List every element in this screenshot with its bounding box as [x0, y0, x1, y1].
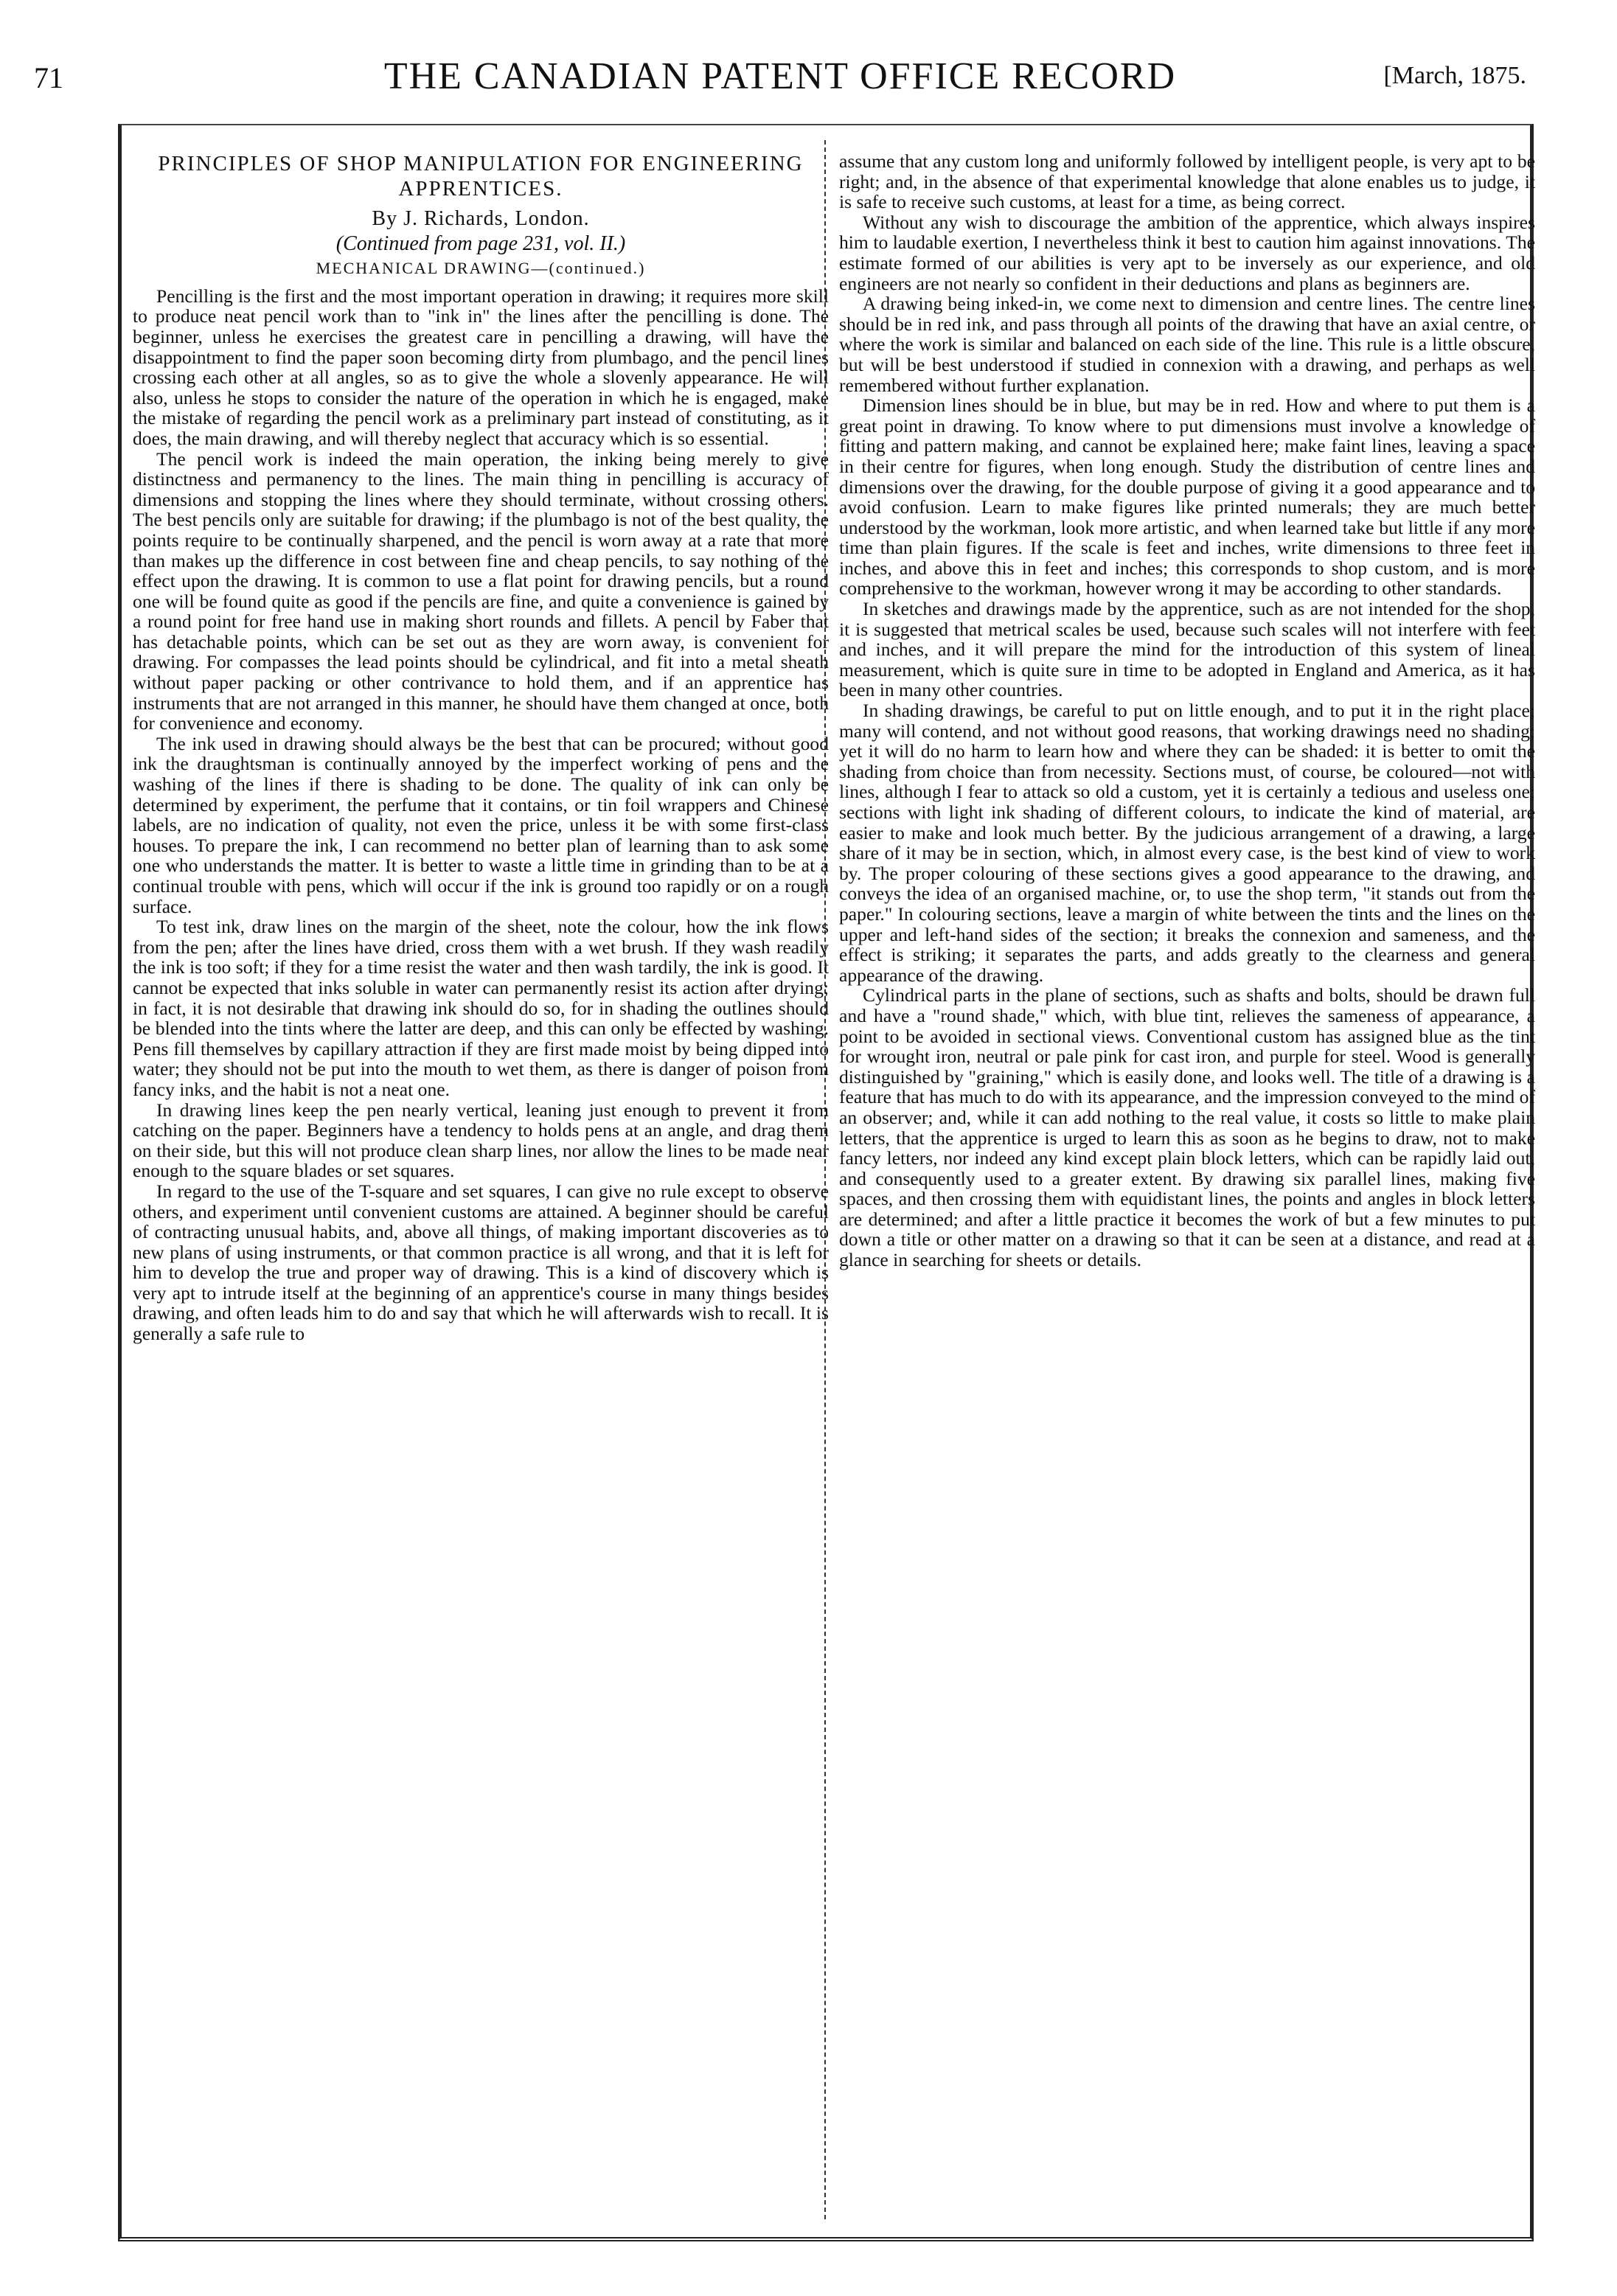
paragraph: To test ink, draw lines on the margin of the sheet, note the colour, how the ink flows from the pen; after the lines have dried, cross them with a wet brush. If they wash readily the ink is too soft; if they for a time resist the water and then wash tardily, the ink is good. It cannot be expected that inks soluble in water can permanently resist its action after drying; in fact, it is not desirable that drawing ink should do so, for in shading the outlines should be blended into the tints where the latter are deep, and this can only be effected by washing. Pens fill themselves by capillary attraction if they are first made moist by being dipped into water; they should not be put into the mouth to wet them, as there is danger of poison from fancy inks, and the habit is not a neat one. — [133, 916, 829, 1100]
right-column — [839, 151, 1535, 1270]
paragraph: Without any wish to discourage the ambition of the apprentice, which always inspires him to laudable exertion, I nevertheless think it best to caution him against innovations. The estimate formed of our abilities is very apt to be inversely as our experience, and old engineers are not nearly so confident in their deductions and plans as beginners are. — [839, 211, 1535, 294]
article-byline: By J. Richards, London. — [372, 207, 590, 230]
paragraph: In regard to the use of the T-square and set squares, I can give no rule except to observe others, and experiment until convenient customs are attained. A beginner should be careful of contracting unusual habits, and, above all things, of making important discoveries as to new plans of using instruments, or that common practice is all wrong, and that it is left for him to develop the true and proper way of drawing. This is a kind of discovery which is very apt to intrude itself at the beginning of an apprentice's course in many things besides drawing, and often leads him to do and say that which he will afterwards wish to recall. It is generally a safe rule to — [133, 1180, 829, 1345]
running-head — [34, 55, 1526, 100]
section-heading: MECHANICAL DRAWING—(continued.) — [316, 259, 646, 278]
paragraph: The pencil work is indeed the main operation, the inking being merely to give distinctness and permanency to the lines. The main thing in pencilling is accuracy of dimensions and stopping the lines where they should terminate, without crossing others. The best pencils only are suitable for drawing; if the plumbago is not of the best quality, the points require to be continually sharpened, and the pencil is worn away at a rate that more than makes up the difference in cost between fine and cheap pencils, to say nothing of the effect upon the drawing. It is common to use a flat point for drawing pencils, but a round one will be found quite as good if the pencils are fine, and quite a convenience is gained by a round point for free hand use in making short rounds and fillets. A pencil by Faber that has detachable points, which can be set out as they are worn away, is convenient for drawing. For compasses the lead points should be cylindrical, and fit into a metal sheath without paper packing or other contrivance to hold them, and if an apprentice has instruments that are not arranged in this manner, he should have them changed at once, both for convenience and economy. — [133, 448, 829, 734]
page-number: 71 — [34, 61, 63, 94]
continued-note: (Continued from page 231, vol. II.) — [335, 232, 626, 255]
paragraph: A drawing being inked-in, we come next to dimension and centre lines. The centre lines should be in red ink, and pass through all points of the drawing that have an axial centre, or where the work is similar and balanced on each side of the line. This rule is a little obscure, but will be best understood if studied in connexion with a drawing, and perhaps as well remembered without further explanation. — [839, 293, 1535, 396]
issue-date: [March, 1875. — [1383, 62, 1526, 89]
paragraph: In shading drawings, be careful to put on little enough, and to put it in the right place; many will contend, and not without good reasons, that working drawings need no shading; yet it will do no harm to learn how and where they can be shaded: it is better to omit the shading from choice than from necessity. Sections must, of course, be coloured—not with lines, although I fear to attack so old a custom, yet it is certainly a tedious and useless one; sections with light ink shading of different colours, to indicate the kind of material, are easier to make and look much better. By the judicious arrangement of a drawing, a large share of it may be in section, which, in almost every case, is the best kind of view to work by. The proper colouring of these sections gives a good appearance to the drawing, and conveys the idea of an organised machine, or, to use the shop term, "it stands out from the paper." In colouring sections, leave a margin of white between the tints and the lines on the upper and left-hand sides of the section; it breaks the connexion and sameness, and the effect is striking; it separates the parts, and adds greatly to the clearness and general appearance of the drawing. — [839, 700, 1535, 986]
paragraph: In sketches and drawings made by the apprentice, such as are not intended for the shop, it is suggested that metrical scales be used, because such scales will not interfere with feet and inches, and it will prepare the mind for the introduction of this system of lineal measurement, which is quite sure in time to be adopted in England and America, as it has been in many other countries. — [839, 598, 1535, 701]
journal-title: THE CANADIAN PATENT OFFICE RECORD — [383, 55, 1177, 97]
paragraph: The ink used in drawing should always be the best that can be procured; without good ink the draughtsman is continually annoyed by the imperfect working of pens and the washing of the lines if there is shading to be done. The quality of ink can only be determined by experiment, the perfume that it contains, or tin foil wrappers and Chinese labels, are no indication of quality, not even the price, unless it be with some first-class houses. To prepare the ink, I can recommend no better plan of learning than to ask some one who understands the matter. It is better to waste a little time in grinding than to be at a continual trouble with pens, which will occur if the ink is ground too rapidly or on a rough surface. — [133, 732, 829, 917]
paragraph: Cylindrical parts in the plane of sections, such as shafts and bolts, should be drawn full and have a "round shade," which, with blue tint, relieves the sameness of appearance, a point to be avoided in sectional views. Conventional custom has assigned blue as the tint for wrought iron, neutral or pale pink for cast iron, and purple for steel. Wood is generally distinguished by "graining," which is easily done, and looks well. The title of a drawing is a feature that has much to do with its appearance, and the impression conveyed to the mind of an observer; and, while it can add nothing to the real value, it costs so little to make plain letters, that the apprentice is urged to learn this as soon as he begins to draw, not to make fancy letters, nor indeed any kind except plain block letters, which can be rapidly laid out, and consequently used to a greater extent. By drawing six parallel lines, making five spaces, and then crossing them with equidistant lines, the points and angles in block letters are determined; and after a little practice it becomes the work of but a few minutes to put down a title or other matter on a drawing so that it can be seen at a distance, and read at a glance in searching for sheets or details. — [839, 984, 1535, 1271]
paragraph: assume that any custom long and uniformly followed by intelligent people, is very apt to be right; and, in the absence of that experimental knowledge that alone enables us to judge, it is safe to receive such customs, at least for a time, as being correct. — [839, 150, 1535, 213]
paragraph: In drawing lines keep the pen nearly vertical, leaning just enough to prevent it from catching on the paper. Beginners have a tendency to holds pens at an angle, and drag them on their side, but this will not produce clean sharp lines, nor allow the lines to be made near enough to the square blades or set squares. — [133, 1099, 829, 1182]
left-column — [133, 151, 829, 1344]
paragraph: Dimension lines should be in blue, but may be in red. How and where to put them is a great point in drawing. To know where to put dimensions must involve a knowledge of fitting and pattern making, and cannot be explained here; make faint lines, leaving a space in their centre for figures, when long enough. Study the distribution of centre lines and dimensions over the drawing, for the double purpose of giving it a good appearance and to avoid confusion. Learn to make figures like printed numerals; they are much better understood by the workman, look more artistic, and when learned take but little if any more time than plain figures. If the scale is feet and inches, write dimensions to three feet in inches, and above this in feet and inches; this corresponds to shop custom, and is more comprehensive to the workman, however wrong it may be according to other standards. — [839, 394, 1535, 599]
article-title: PRINCIPLES OF SHOP MANIPULATION FOR ENGINEERING APPRENTICES. — [158, 152, 804, 201]
paragraph: Pencilling is the first and the most important operation in drawing; it requires more skill to produce neat pencil work than to "ink in" the lines after the pencilling is done. The beginner, unless he exercises the greatest care in pencilling a drawing, will have the disappointment to find the paper soon becoming dirty from plumbago, and the pencil lines crossing each other at all angles, so as to give the whole a slovenly appearance. He will also, unless he stops to consider the nature of the operation in which he is engaged, make the mistake of regarding the pencil work as a preliminary part instead of constituting, as it does, the main drawing, and will thereby neglect that accuracy which is so essential. — [133, 285, 829, 449]
